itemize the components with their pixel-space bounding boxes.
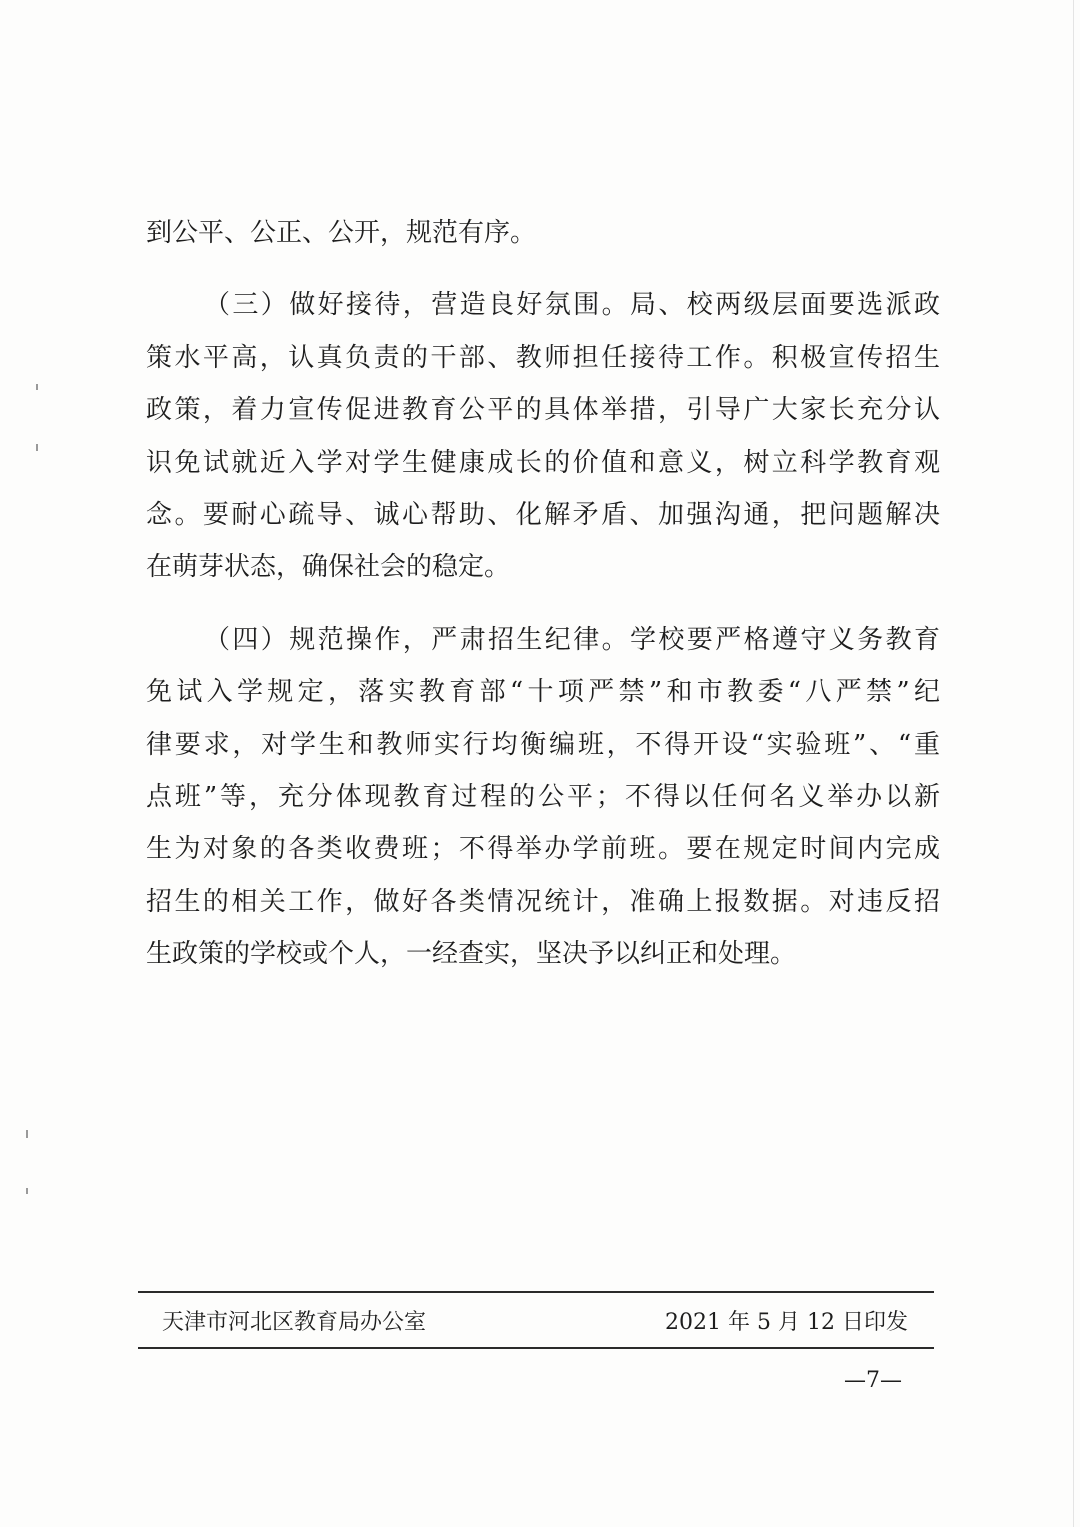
- paragraph-line: 策水平高，认真负责的干部、教师担任接待工作。积极宣传招生: [146, 342, 940, 373]
- paragraph-line: 在萌芽状态，确保社会的稳定。: [146, 552, 511, 583]
- issuer-name: 天津市河北区教育局办公室: [162, 1310, 427, 1335]
- scan-mark: [26, 1188, 28, 1194]
- paragraph-line: 生为对象的各类收费班；不得举办学前班。要在规定时间内完成: [146, 834, 940, 865]
- paragraph-line: （四）规范操作，严肃招生纪律。学校要严格遵守义务教育: [204, 624, 940, 655]
- footer-rule-bottom: [138, 1347, 934, 1349]
- paragraph-line: 政策，着力宣传促进教育公平的具体举措，引导广大家长充分认: [146, 395, 940, 426]
- footer-rule-top: [138, 1291, 934, 1293]
- paragraph-line: 念。要耐心疏导、诚心帮助、化解矛盾、加强沟通，把问题解决: [146, 499, 940, 530]
- scan-edge-line: [1073, 0, 1074, 1527]
- body-text: [146, 207, 940, 980]
- paragraph-line: 免试入学规定，落实教育部“十项严禁”和市教委“八严禁”纪: [146, 677, 940, 708]
- paragraph-line: 招生的相关工作，做好各类情况统计，准确上报数据。对违反招: [146, 886, 940, 917]
- scan-mark: [26, 1130, 28, 1138]
- paragraph-line: 生政策的学校或个人，一经查实，坚决予以纠正和处理。: [146, 939, 797, 970]
- paragraph-line: 律要求，对学生和教师实行均衡编班，不得开设“实验班”、“重: [146, 729, 940, 760]
- paragraph-line: （三）做好接待，营造良好氛围。局、校两级层面要选派政: [204, 290, 940, 321]
- scan-mark: [36, 384, 38, 390]
- page-number: —7—: [844, 1368, 902, 1393]
- paragraph-line: 到公平、公正、公开，规范有序。: [146, 218, 537, 248]
- paragraph-line: 点班”等，充分体现教育过程的公平；不得以任何名义举办以新: [146, 781, 940, 812]
- issue-date: 2021 年 5 月 12 日印发: [665, 1310, 908, 1335]
- scan-mark: [36, 444, 38, 451]
- paragraph-line: 识免试就近入学对学生健康成长的价值和意义，树立科学教育观: [146, 447, 940, 478]
